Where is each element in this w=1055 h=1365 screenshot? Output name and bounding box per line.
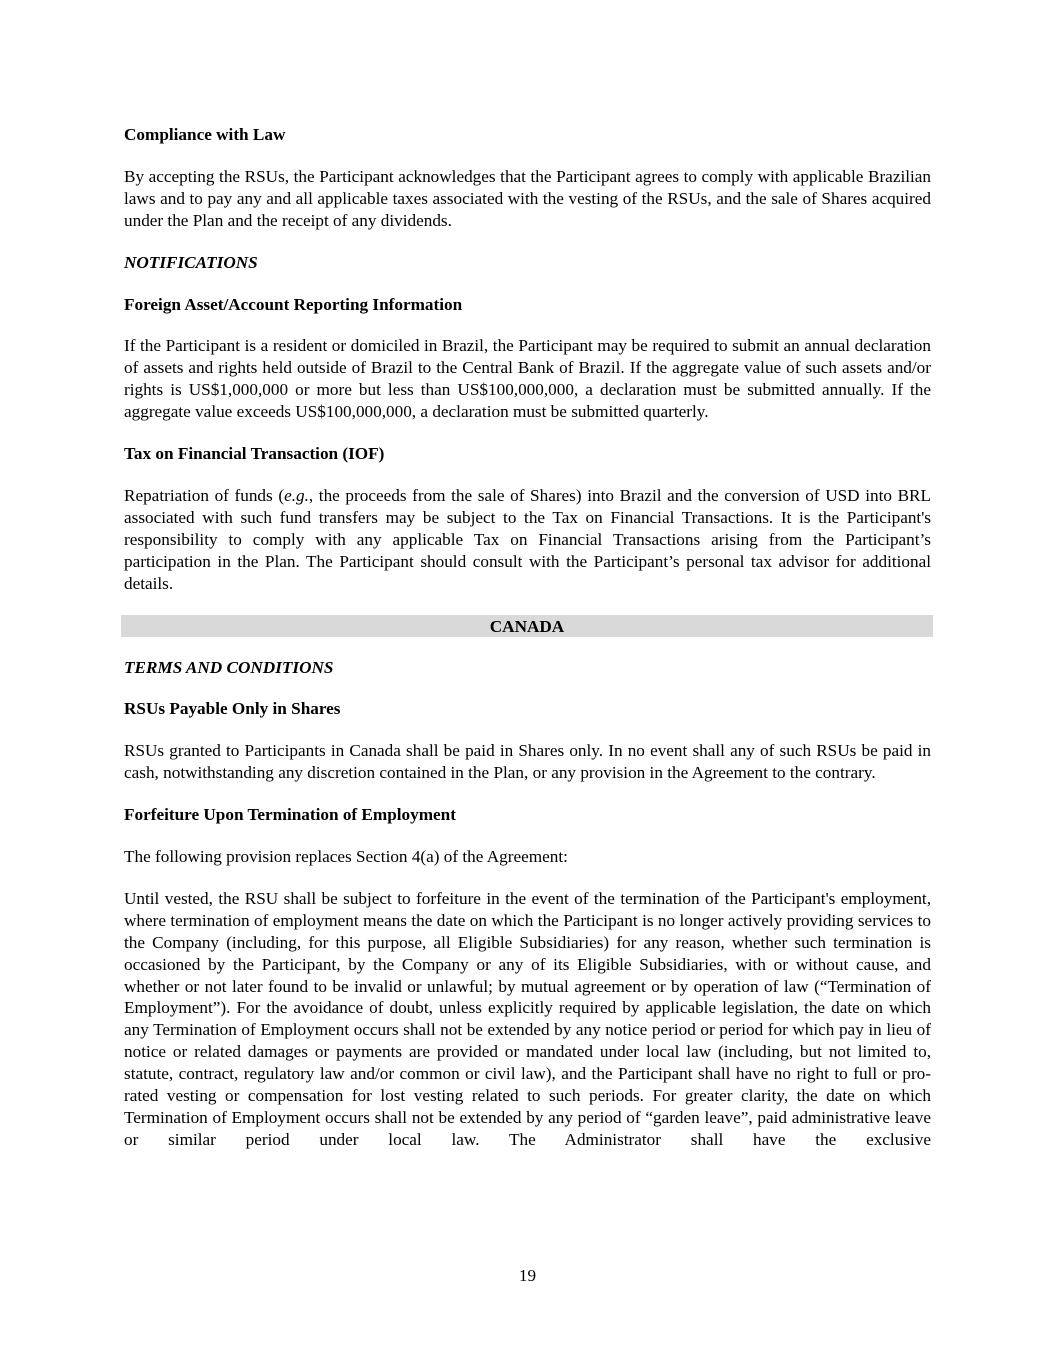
document-page — [124, 124, 931, 1171]
iof-text-before: Repatriation of funds ( — [124, 485, 285, 505]
foreign-asset-paragraph: If the Participant is a resident or domiciled in Brazil, the Participant may be required to submit an annual declaration of assets and rights held outside of Brazil to the Central Bank of Brazil. If the aggregate value of such assets and/or rights is US$1,000,000 or more but less than US$100,000,000, a declaration must be submitted annually. If the aggregate value exceeds US$100,000,000, a declaration must be submitted quarterly. — [124, 336, 931, 422]
iof-text-after: , the proceeds from the sale of Shares) into Brazil and the conversion of USD into BRL associated with such fund transfers may be subject to the Tax on Financial Transactions. It is the Participant's responsibility to comply with any applicable Tax on Financial Transactions arising from the Participant’s participation in the Plan. The Participant should consult with the Participant’s personal tax advisor for additional details. — [124, 485, 931, 593]
forfeiture-intro: The following provision replaces Section 4(a) of the Agreement: — [124, 847, 568, 867]
iof-heading: Tax on Financial Transaction (IOF) — [124, 444, 385, 464]
forfeiture-heading: Forfeiture Upon Termination of Employment — [124, 805, 456, 825]
page-number: 19 — [518, 1266, 537, 1285]
rsus-heading: RSUs Payable Only in Shares — [124, 699, 341, 719]
notifications-heading: NOTIFICATIONS — [124, 252, 258, 272]
iof-paragraph — [124, 485, 931, 595]
iof-text-eg: e.g. — [284, 485, 309, 505]
forfeiture-paragraph: Until vested, the RSU shall be subject to forfeiture in the event of the termination of the Participant's employment, where termination of employment means the date on which the Participant is no longer actively providing services to the Company (including, for this purpose, all Eligible Subsidiaries) for any reason, whether such termination is occasioned by the Participant, by the Company or any of its Eligible Subsidiaries, with or without cause, and whether or not later found to be invalid or unlawful; by mutual agreement or by operation of law (“Termination of Employment”). For the avoidance of doubt, unless explicitly required by applicable legislation, the date on which any Termination of Employment occurs shall not be extended by any notice period or period for which pay in lieu of notice or related damages or payments are provided or mandated under local law (including, but not limited to, statute, contract, regulatory law and/or common or civil law), and the Participant shall have no right to full or pro-rated vesting or compensation for lost vesting related to such periods. For greater clarity, the date on which Termination of Employment occurs shall not be extended by any period of “garden leave”, paid administrative leave or similar period under local law. The Administrator shall have the exclusive — [124, 888, 931, 1149]
foreign-asset-heading: Foreign Asset/Account Reporting Information — [124, 294, 463, 314]
terms-heading: TERMS AND CONDITIONS — [124, 657, 334, 677]
compliance-paragraph: By accepting the RSUs, the Participant acknowledges that the Participant agrees to comply with applicable Brazilian laws and to pay any and all applicable taxes associated with the vesting of the RSUs, and the sale of Shares acquired under the Plan and the receipt of any dividends. — [124, 166, 931, 230]
compliance-heading: Compliance with Law — [124, 125, 286, 144]
rsus-paragraph: RSUs granted to Participants in Canada shall be paid in Shares only. In no event shall any of such RSUs be paid in cash, notwithstanding any discretion contained in the Plan, or any provision in the Agreement to the contrary. — [124, 741, 931, 783]
canada-banner: CANADA — [121, 615, 933, 637]
